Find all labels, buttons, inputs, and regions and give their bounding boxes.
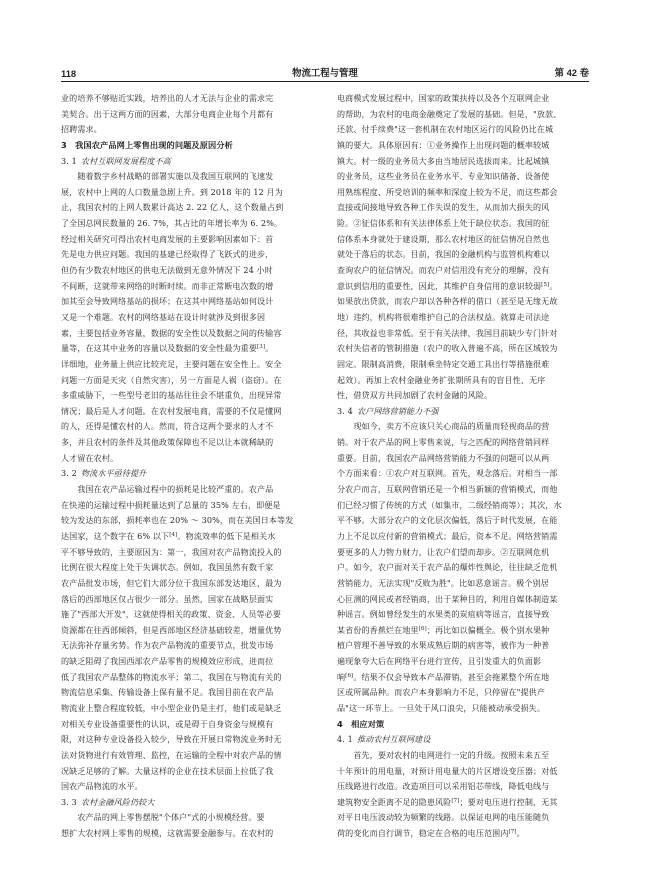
body-text-line: 加其至会导致网络基站的损坏；在这其中网络基站如何设计	[61, 297, 274, 307]
body-text-line: 们已经习惯了传统的方式（如集市，二级经销商等）；其次，水	[337, 500, 562, 510]
body-text-line: 多，并且农村的条件及其他政策保障也不足以让本就稀缺的	[61, 438, 274, 448]
body-text-line: 性，借贷双方共同加剧了农村金融的风险。	[337, 391, 493, 401]
body-text-line: 户。如今，农户面对关于农产品的爆炸性舆论，往往缺乏危机	[337, 563, 558, 573]
body-text-line: 资源都在往西部倾斜，但是西部地区经济基础较差，增量优势	[61, 625, 282, 635]
subsection-heading: 3. 3 农村金融风险仍较大	[61, 797, 155, 807]
subsection-number: 3. 4	[337, 406, 353, 416]
body-text-line: 的业务员，这些业务员在业务水平、专业知识储备、设备使	[337, 172, 550, 182]
body-text-line: 起效）。再加上农村金融业务扩张期所具有的盲目性、无序	[337, 375, 546, 385]
journal-title: 物流工程与管理	[292, 67, 358, 78]
body-text-line: 建筑物安全距离不足的隐患风险[7]；要对电压进行控制，无其	[337, 797, 558, 807]
body-text-line: 先是电力供应问题。我国的基建已经取得了飞跃式的进步，	[61, 250, 274, 260]
citation-ref: [4]	[169, 531, 178, 538]
body-text-line: 现如今，卖方不应该只关心商品的质量而轻视商品的营	[337, 422, 550, 432]
body-text-line: 况缺乏足够的了解。大量这样的企业在技术层面上拉低了我	[61, 766, 274, 776]
body-text-line: 低了我国农产品整体的物流水平；第二，我国在与物流有关的	[61, 672, 282, 682]
body-text-line: 力上不足以应付新的营销模式；最后，资本不足。网络营销需	[337, 531, 558, 541]
body-text-line: 遍现象夸大后在网络平台进行宣传，且引发重大的负面影	[337, 657, 542, 667]
body-text-line: 险。②征信体系和有关法律体系上处于缺位状态。我国的征	[337, 219, 550, 229]
body-text-line: 农产品批发市场，但它们大部分位于我国东部发达地区，最为	[61, 578, 282, 588]
body-text-line: 荷的变化而自行调节，稳定在合格的电压范围内[7]。	[337, 829, 525, 839]
body-text-line: 就处于落后的状态。目前，我国的金融机构与监管机构难以	[337, 250, 550, 260]
body-text-line: 多重威胁下，一些型号老旧的基站往往会不堪重负，出现异常	[61, 391, 282, 401]
body-text-line: 地）违约，机构将很难维护自己的合法权益。就算走司法途	[337, 312, 550, 322]
body-text-line: 我国在农产品运输过程中的损耗是比较严重的。农产品	[61, 485, 274, 495]
body-text-line: 十年预计的用电量，对预计用电量大的片区增设变压器；对低	[337, 766, 558, 776]
subsection-number: 3. 2	[61, 469, 77, 479]
body-text-line: 分农户而言，互联网营销还是一个相当新颖的营销模式，而他	[337, 485, 558, 495]
body-text-line: 不间断，这就带来网络的时断时续。而非正常断电次数的增	[61, 281, 274, 291]
body-text-line: 但仍有少数农村地区的供电无法做到无意外情况下 24 小时	[61, 266, 273, 276]
subsection-number: 4. 1	[337, 735, 353, 745]
body-text-line: 区或所属品种。而农户本身影响力不足，只停留在"提供产	[337, 688, 545, 698]
body-text-line: 重要。目前，我国农产品网络营销能力不强的问题可以从两	[337, 453, 550, 463]
body-text-line: 量等，在这其中业务的容量以及数据的安全性最为重要[3]。	[61, 344, 274, 354]
citation-ref: [3]	[257, 344, 266, 351]
body-text-line: 径，其收益也非常低。至于有关法律，我国目前缺少专门针对	[337, 328, 558, 338]
body-text-line: 查询农户的征信情况。而农户对信用没有充分的理解，没有	[337, 266, 550, 276]
body-text-line: 想扩大农村网上零售的规模，这就需要金融参与。在农村的	[61, 829, 274, 839]
body-text-line: 比例在很大程度上处于失调状态。例如，我国虽然有数千家	[61, 563, 274, 573]
citation-ref: [6]	[418, 625, 427, 632]
body-text-line: 压线路进行改造。改造项目可以采用铝芯带线，降低电线与	[337, 782, 550, 792]
body-text-line: 用熟练程度、所受培训的频率和深度上较为不足，而这些都会	[337, 187, 558, 197]
subsection-heading: 3. 4 农户网络营销能力不强	[337, 406, 439, 416]
body-text-line: 较为发达的东部，损耗率也在 20% ～ 30%，而在美国日本等发	[61, 516, 294, 526]
body-text-line: 又是一个难题。农村的网络基站在设计时就涉及到很多因	[61, 312, 266, 322]
body-text-line: 在快递的运输过程中损耗量达到了总量的 35% 左右，即便是	[61, 500, 281, 510]
body-text-line: 情况；最后是人才问题。在农村发展电商，需要的不仅是懂网	[61, 406, 282, 416]
body-text-line: 个方面来看：①农户对互联网。首先，观念落后。对相当一部	[337, 469, 558, 479]
citation-ref: [5]	[541, 281, 550, 288]
page-number: 118	[61, 68, 77, 79]
body-text-line: 的缺乏阻碍了我国西部农产品零售的规模效应形成，进而拉	[61, 657, 274, 667]
body-text-line: 品"这一环节上。一旦处于风口浪尖，只能被动承受损失。	[337, 703, 545, 713]
citation-ref: [6]	[345, 672, 354, 679]
body-text-line: 了全国总网民数量的 26. 7%，其占比的年增长率为 6. 2%。	[61, 219, 283, 229]
body-text-line: 镇大。村一级的业务员大多由当地居民选拔而来。比起城镇	[337, 156, 550, 166]
body-text-line: 的帮助，为农村的电商金融奠定了发展的基础。但是，"放款、	[337, 109, 562, 119]
citation-ref: [7]	[508, 829, 517, 836]
subsection-heading: 3. 1 农村互联网发展程度不高	[61, 156, 171, 166]
body-text-line: 招聘需求。	[61, 125, 102, 135]
left-column	[61, 91, 313, 842]
body-text-line: 对相关专业设备重要性的认识，或是碍于自身资金与规模有	[61, 719, 274, 729]
body-text-line: 限，对这种专业设备投入较少，导致在开展日常物流业务时无	[61, 735, 282, 745]
body-text-line: 国农产品物流的水平。	[61, 782, 143, 792]
body-text-line: 施了"西部大开发"，这就使得相关的政策、资金、人员等必要	[61, 610, 281, 620]
body-text-line: 销。对于农产品的网上零售来说，与之匹配的网络营销同样	[337, 438, 550, 448]
right-column	[337, 91, 589, 842]
body-text-line: 要更多的人力物力财力，让农户们望而却步。②互联网危机	[337, 547, 550, 557]
body-text-line: 对平日电压波动较为频繁的线路。以保证电网的电压能随负	[337, 813, 550, 823]
body-text-line: 种谣言。例如曾经发生的水果类的炭疽病等谣言，直接导致	[337, 610, 550, 620]
body-text-line: 的人，还得是懂农村的人。然而，符合这两个要求的人才不	[61, 422, 274, 432]
body-text-line: 达国家，这个数字在 6% 以下[4]。物流效率的低下是相关水	[61, 531, 276, 541]
body-text-line: 平不够。大部分农户的文化层次偏低，落后于时代发展，在能	[337, 516, 558, 526]
body-text-line: 如果放出贷款，而农户却以各种各样的借口（甚至是无缘无故	[337, 297, 558, 307]
body-text-line: 意识到信用的重要性，因此，其维护自身信用的意识较弱[5]。	[337, 281, 558, 291]
body-text-line: 止，我国农村的上网人数累计高达 2. 22 亿人，这个数量占到	[61, 203, 284, 213]
body-text-line: 法对货物进行有效管理、监控，在运输的全程中对农产品的情	[61, 750, 282, 760]
body-text-line: 固定。限制高消费，限制乘坐特定交通工具出行等措施很难	[337, 359, 550, 369]
body-text-line: 直接或间接地导致各种工作失误的发生，从而加大损失的风	[337, 203, 550, 213]
body-text-line: 物流信息采集、传输设备上保有量不足。我国目前在农产品	[61, 688, 274, 698]
body-text-line: 镇的要大。具体原因有：①业务操作上出现问题的概率较城	[337, 140, 550, 150]
body-text-line: 素，主要包括业务容量，数据的安全性以及数据之间的传输容	[61, 328, 282, 338]
body-text-line: 电商模式发展过程中，国家的政策扶持以及各个互联网企业	[337, 94, 550, 103]
body-text-line: 响[6]。结果不仅会导致本产品滞销，甚至会拖累整个所在地	[337, 672, 550, 682]
body-text-line: 营销能力，无法实现"反败为胜"。比如恶意谣言。极个别居	[337, 578, 549, 588]
body-text-line: 展，农村中上网的人口数量急剧上升。到 2018 年的 12 月为	[61, 187, 283, 197]
body-text-line: 随着数字乡村战略的部署实施以及我国互联网的飞速发	[61, 172, 274, 182]
body-text-line: 经过相关研究可得出农村电商发展的主要影响因素如下：首	[61, 234, 274, 244]
subsection-number: 3. 3	[61, 797, 77, 807]
body-text-line: 无法弥补存量劣势。作为农产品物流的重要节点，批发市场	[61, 641, 274, 651]
page-header	[61, 66, 589, 82]
citation-ref: [7]	[451, 797, 460, 804]
body-text-line: 某省份的香蕉烂在地里[6]；再比如以偏概全。极个别水果种	[337, 625, 550, 635]
body-text-line: 落后的西部地区仅占很少一部分。虽然，国家在战略层面实	[61, 594, 274, 604]
body-text-line: 业的培养不够贴近实践，培养出的人才无法与企业的需求完	[61, 94, 274, 103]
body-text-line: 农村失信者的管制措施（农户的收入普遍不高，所在区域较为	[337, 344, 558, 354]
subsection-heading: 4. 1 推动农村互联网建设	[337, 735, 431, 745]
body-text-line: 植户管理不善导致的水果成熟后期的病害等，被作为一种普	[337, 641, 550, 651]
body-text-line: 心叵测的网民或者经销商，出于某种目的，利用自媒体制造某	[337, 594, 558, 604]
body-text-line: 问题一方面是天灾（自然灾害），另一方面是人祸（盗窃）。在	[61, 375, 282, 385]
body-text-line: 人才留在农村。	[61, 453, 119, 463]
body-text-line: 物流业上整合程度较低，中小型企业仍是主打，他们或是缺乏	[61, 703, 282, 713]
body-text-line: 还款、付手续费"这一套机制在农村地区运行的风险仍比在城	[337, 125, 554, 135]
section-heading: 4 相应对策	[337, 718, 385, 729]
body-text-line: 美契合。出于这两方面的因素，大部分电商企业每个月都有	[61, 109, 274, 119]
body-text-line: 详细地，业务量上供应比较充足，主要问题在安全性上。安全	[61, 359, 282, 369]
body-text-line: 信体系本身就处于建设期，那么农村地区的征信情况自然也	[337, 234, 550, 244]
section-heading: 3 我国农产品网上零售出现的问题及原因分析	[61, 139, 233, 150]
body-text-line: 平不够导致的，主要原因为：第一，我国对农产品物流投入的	[61, 547, 282, 557]
subsection-heading: 3. 2 物流水平亟待提升	[61, 469, 147, 479]
body-text-line: 农产品的网上零售摆脱"个体户"式的小规模经营。要	[61, 813, 265, 823]
body-text-line: 首先，要对农村的电网进行一定的升级。按照未来五至	[337, 750, 550, 760]
volume-label: 第 42 卷	[554, 67, 589, 78]
subsection-number: 3. 1	[61, 156, 77, 166]
